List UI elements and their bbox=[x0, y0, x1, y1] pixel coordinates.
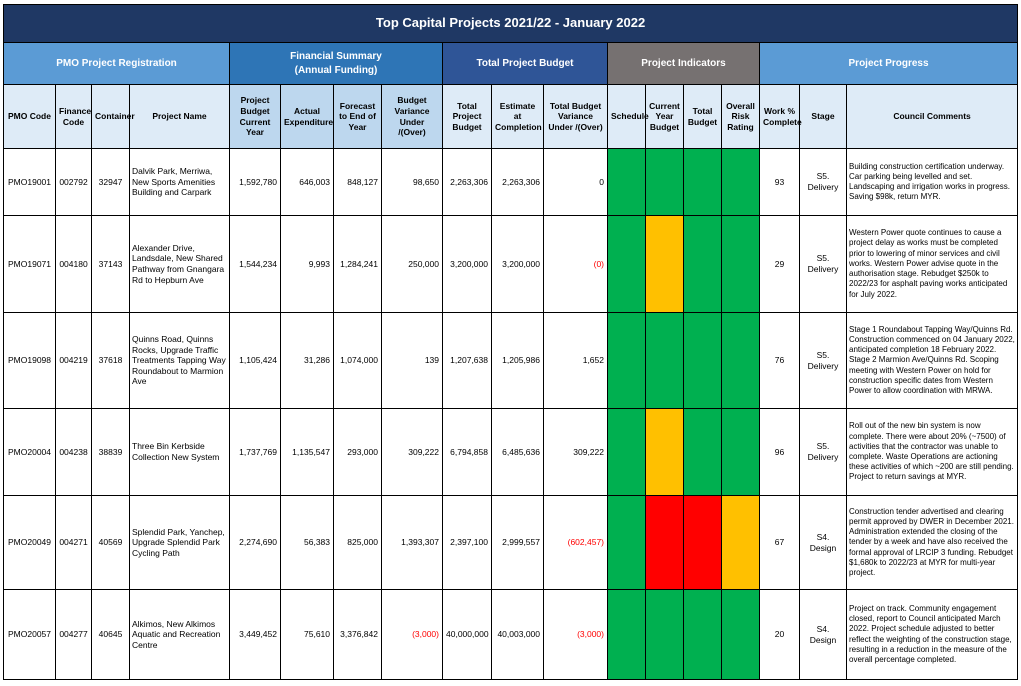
table-row bbox=[4, 409, 1018, 496]
col-actual-expenditure: Actual Expenditure bbox=[281, 85, 334, 149]
current-year-budget-indicator bbox=[646, 590, 684, 680]
table-row bbox=[4, 216, 1018, 313]
group-financial-summary bbox=[230, 43, 443, 85]
col-project-budget: Project Budget Current Year bbox=[230, 85, 281, 149]
project-name: Dalvik Park, Merriwa, New Sports Amenities Building and Carpark bbox=[130, 149, 230, 216]
project-budget: 3,449,452 bbox=[230, 590, 281, 680]
actual-expenditure: 75,610 bbox=[281, 590, 334, 680]
current-year-budget-indicator bbox=[646, 149, 684, 216]
work-pct: 93 bbox=[760, 149, 800, 216]
council-comment: Roll out of the new bin system is now complete. There were about 20% (~7500) of activities that the contractor was unable to complete. Waste Operations are actioning these activities of which ~200 are still pending. Project to return savings at MYR. bbox=[847, 409, 1018, 496]
budget-variance: 1,393,307 bbox=[382, 496, 443, 590]
col-estimate-completion: Estimate at Completion bbox=[492, 85, 544, 149]
schedule-indicator bbox=[608, 590, 646, 680]
total-budget-indicator bbox=[684, 149, 722, 216]
stage: S4. Design bbox=[800, 590, 847, 680]
finance-code: 004180 bbox=[56, 216, 92, 313]
work-pct: 20 bbox=[760, 590, 800, 680]
group-total-project-budget: Total Project Budget bbox=[443, 43, 608, 85]
project-name: Quinns Road, Quinns Rocks, Upgrade Traffic Treatments Tapping Way Roundabout to Marmion Ave bbox=[130, 313, 230, 409]
total-project-budget: 6,794,858 bbox=[443, 409, 492, 496]
overall-risk-indicator bbox=[722, 590, 760, 680]
col-container: Container bbox=[92, 85, 130, 149]
finance-code: 004271 bbox=[56, 496, 92, 590]
budget-variance: 309,222 bbox=[382, 409, 443, 496]
col-forecast: Forecast to End of Year bbox=[334, 85, 382, 149]
total-budget-variance: 0 bbox=[544, 149, 608, 216]
financial-summary-line2: (Annual Funding) bbox=[294, 64, 378, 76]
project-name: Splendid Park, Yanchep, Upgrade Splendid Park Cycling Path bbox=[130, 496, 230, 590]
council-comment: Stage 1 Roundabout Tapping Way/Quinns Rd. Construction commenced on 04 January 2022, anticipated completion 18 February 2022. Stage 2 Marmion Ave/Quinns Rd. Scoping meeting with Western Power on hold for construction specific dates from Western Power to allow coordination with MRWA. bbox=[847, 313, 1018, 409]
col-work-pct: Work % Complete bbox=[760, 85, 800, 149]
project-budget: 1,105,424 bbox=[230, 313, 281, 409]
col-total-project-budget: Total Project Budget bbox=[443, 85, 492, 149]
council-comment: Building construction certification underway. Car parking being levelled and set. Landscaping and irrigation works in progress. Saving $98k, return MYR. bbox=[847, 149, 1018, 216]
overall-risk-indicator bbox=[722, 149, 760, 216]
estimate-completion: 3,200,000 bbox=[492, 216, 544, 313]
financial-summary-line1: Financial Summary bbox=[290, 50, 382, 62]
project-budget: 1,544,234 bbox=[230, 216, 281, 313]
work-pct: 29 bbox=[760, 216, 800, 313]
council-comment: Construction tender advertised and clearing permit approved by DWER in December 2021. Administration extended the closing of the tender by a week and have also received the formal approval of LRCIP 3 funding. Rebudget $1,680k to 2022/23 at MYR for multi-year project. bbox=[847, 496, 1018, 590]
actual-expenditure: 9,993 bbox=[281, 216, 334, 313]
finance-code: 004219 bbox=[56, 313, 92, 409]
total-project-budget: 1,207,638 bbox=[443, 313, 492, 409]
stage: S5. Delivery bbox=[800, 409, 847, 496]
total-budget-indicator bbox=[684, 409, 722, 496]
schedule-indicator bbox=[608, 149, 646, 216]
pmo-code: PMO19001 bbox=[4, 149, 56, 216]
project-budget: 2,274,690 bbox=[230, 496, 281, 590]
stage: S5. Delivery bbox=[800, 313, 847, 409]
pmo-code: PMO19098 bbox=[4, 313, 56, 409]
finance-code: 002792 bbox=[56, 149, 92, 216]
budget-variance: (3,000) bbox=[382, 590, 443, 680]
overall-risk-indicator bbox=[722, 313, 760, 409]
current-year-budget-indicator bbox=[646, 496, 684, 590]
overall-risk-indicator bbox=[722, 409, 760, 496]
project-budget: 1,737,769 bbox=[230, 409, 281, 496]
container: 40645 bbox=[92, 590, 130, 680]
group-project-progress: Project Progress bbox=[760, 43, 1018, 85]
current-year-budget-indicator bbox=[646, 313, 684, 409]
current-year-budget-indicator bbox=[646, 409, 684, 496]
col-project-name: Project Name bbox=[130, 85, 230, 149]
schedule-indicator bbox=[608, 216, 646, 313]
project-budget: 1,592,780 bbox=[230, 149, 281, 216]
budget-variance: 139 bbox=[382, 313, 443, 409]
total-budget-variance: 309,222 bbox=[544, 409, 608, 496]
estimate-completion: 2,999,557 bbox=[492, 496, 544, 590]
actual-expenditure: 1,135,547 bbox=[281, 409, 334, 496]
capital-projects-table bbox=[3, 4, 1018, 680]
schedule-indicator bbox=[608, 313, 646, 409]
pmo-code: PMO20004 bbox=[4, 409, 56, 496]
forecast: 1,074,000 bbox=[334, 313, 382, 409]
report-title: Top Capital Projects 2021/22 - January 2022 bbox=[4, 5, 1018, 43]
council-comment: Western Power quote continues to cause a project delay as works must be completed prior to lowering of minor services and civil works. Western Power advise quote in the authorisation stage. Rebudget $250k to 2022/23 for asphalt paving works anticipated for July 2022. bbox=[847, 216, 1018, 313]
total-project-budget: 2,397,100 bbox=[443, 496, 492, 590]
stage: S5. Delivery bbox=[800, 149, 847, 216]
total-budget-indicator bbox=[684, 590, 722, 680]
council-comment: Project on track. Community engagement closed, report to Council anticipated March 2022. Project schedule adjusted to better reflect the weighting of the construction stage, resulting in a reduction in the measure of the overall percentage completed. bbox=[847, 590, 1018, 680]
group-pmo-registration: PMO Project Registration bbox=[4, 43, 230, 85]
col-overall-risk: Overall Risk Rating bbox=[722, 85, 760, 149]
estimate-completion: 1,205,986 bbox=[492, 313, 544, 409]
total-budget-variance: (602,457) bbox=[544, 496, 608, 590]
container: 38839 bbox=[92, 409, 130, 496]
total-project-budget: 2,263,306 bbox=[443, 149, 492, 216]
container: 40569 bbox=[92, 496, 130, 590]
pmo-code: PMO20049 bbox=[4, 496, 56, 590]
table-row bbox=[4, 313, 1018, 409]
forecast: 1,284,241 bbox=[334, 216, 382, 313]
work-pct: 67 bbox=[760, 496, 800, 590]
col-finance-code: Finance Code bbox=[56, 85, 92, 149]
actual-expenditure: 646,003 bbox=[281, 149, 334, 216]
total-budget-variance: (0) bbox=[544, 216, 608, 313]
stage: S5. Delivery bbox=[800, 216, 847, 313]
overall-risk-indicator bbox=[722, 496, 760, 590]
schedule-indicator bbox=[608, 496, 646, 590]
actual-expenditure: 31,286 bbox=[281, 313, 334, 409]
finance-code: 004238 bbox=[56, 409, 92, 496]
col-total-budget-variance: Total Budget Variance Under /(Over) bbox=[544, 85, 608, 149]
container: 32947 bbox=[92, 149, 130, 216]
project-name: Alkimos, New Alkimos Aquatic and Recreation Centre bbox=[130, 590, 230, 680]
forecast: 293,000 bbox=[334, 409, 382, 496]
total-budget-indicator bbox=[684, 496, 722, 590]
schedule-indicator bbox=[608, 409, 646, 496]
col-budget-variance: Budget Variance Under /(Over) bbox=[382, 85, 443, 149]
col-total-budget: Total Budget bbox=[684, 85, 722, 149]
estimate-completion: 6,485,636 bbox=[492, 409, 544, 496]
budget-variance: 98,650 bbox=[382, 149, 443, 216]
table-row bbox=[4, 496, 1018, 590]
finance-code: 004277 bbox=[56, 590, 92, 680]
total-budget-variance: 1,652 bbox=[544, 313, 608, 409]
total-project-budget: 40,000,000 bbox=[443, 590, 492, 680]
total-budget-indicator bbox=[684, 313, 722, 409]
forecast: 848,127 bbox=[334, 149, 382, 216]
total-budget-variance: (3,000) bbox=[544, 590, 608, 680]
pmo-code: PMO19071 bbox=[4, 216, 56, 313]
project-name: Three Bin Kerbside Collection New System bbox=[130, 409, 230, 496]
total-budget-indicator bbox=[684, 216, 722, 313]
container: 37143 bbox=[92, 216, 130, 313]
estimate-completion: 40,003,000 bbox=[492, 590, 544, 680]
col-current-year-budget: Current Year Budget bbox=[646, 85, 684, 149]
overall-risk-indicator bbox=[722, 216, 760, 313]
table-row bbox=[4, 149, 1018, 216]
pmo-code: PMO20057 bbox=[4, 590, 56, 680]
total-project-budget: 3,200,000 bbox=[443, 216, 492, 313]
col-stage: Stage bbox=[800, 85, 847, 149]
project-name: Alexander Drive, Landsdale, New Shared Pathway from Gnangara Rd to Hepburn Ave bbox=[130, 216, 230, 313]
stage: S4. Design bbox=[800, 496, 847, 590]
current-year-budget-indicator bbox=[646, 216, 684, 313]
forecast: 825,000 bbox=[334, 496, 382, 590]
budget-variance: 250,000 bbox=[382, 216, 443, 313]
estimate-completion: 2,263,306 bbox=[492, 149, 544, 216]
table-row bbox=[4, 590, 1018, 680]
work-pct: 76 bbox=[760, 313, 800, 409]
group-project-indicators: Project Indicators bbox=[608, 43, 760, 85]
forecast: 3,376,842 bbox=[334, 590, 382, 680]
col-council-comments: Council Comments bbox=[847, 85, 1018, 149]
container: 37618 bbox=[92, 313, 130, 409]
col-schedule: Schedule bbox=[608, 85, 646, 149]
col-pmo-code: PMO Code bbox=[4, 85, 56, 149]
actual-expenditure: 56,383 bbox=[281, 496, 334, 590]
work-pct: 96 bbox=[760, 409, 800, 496]
